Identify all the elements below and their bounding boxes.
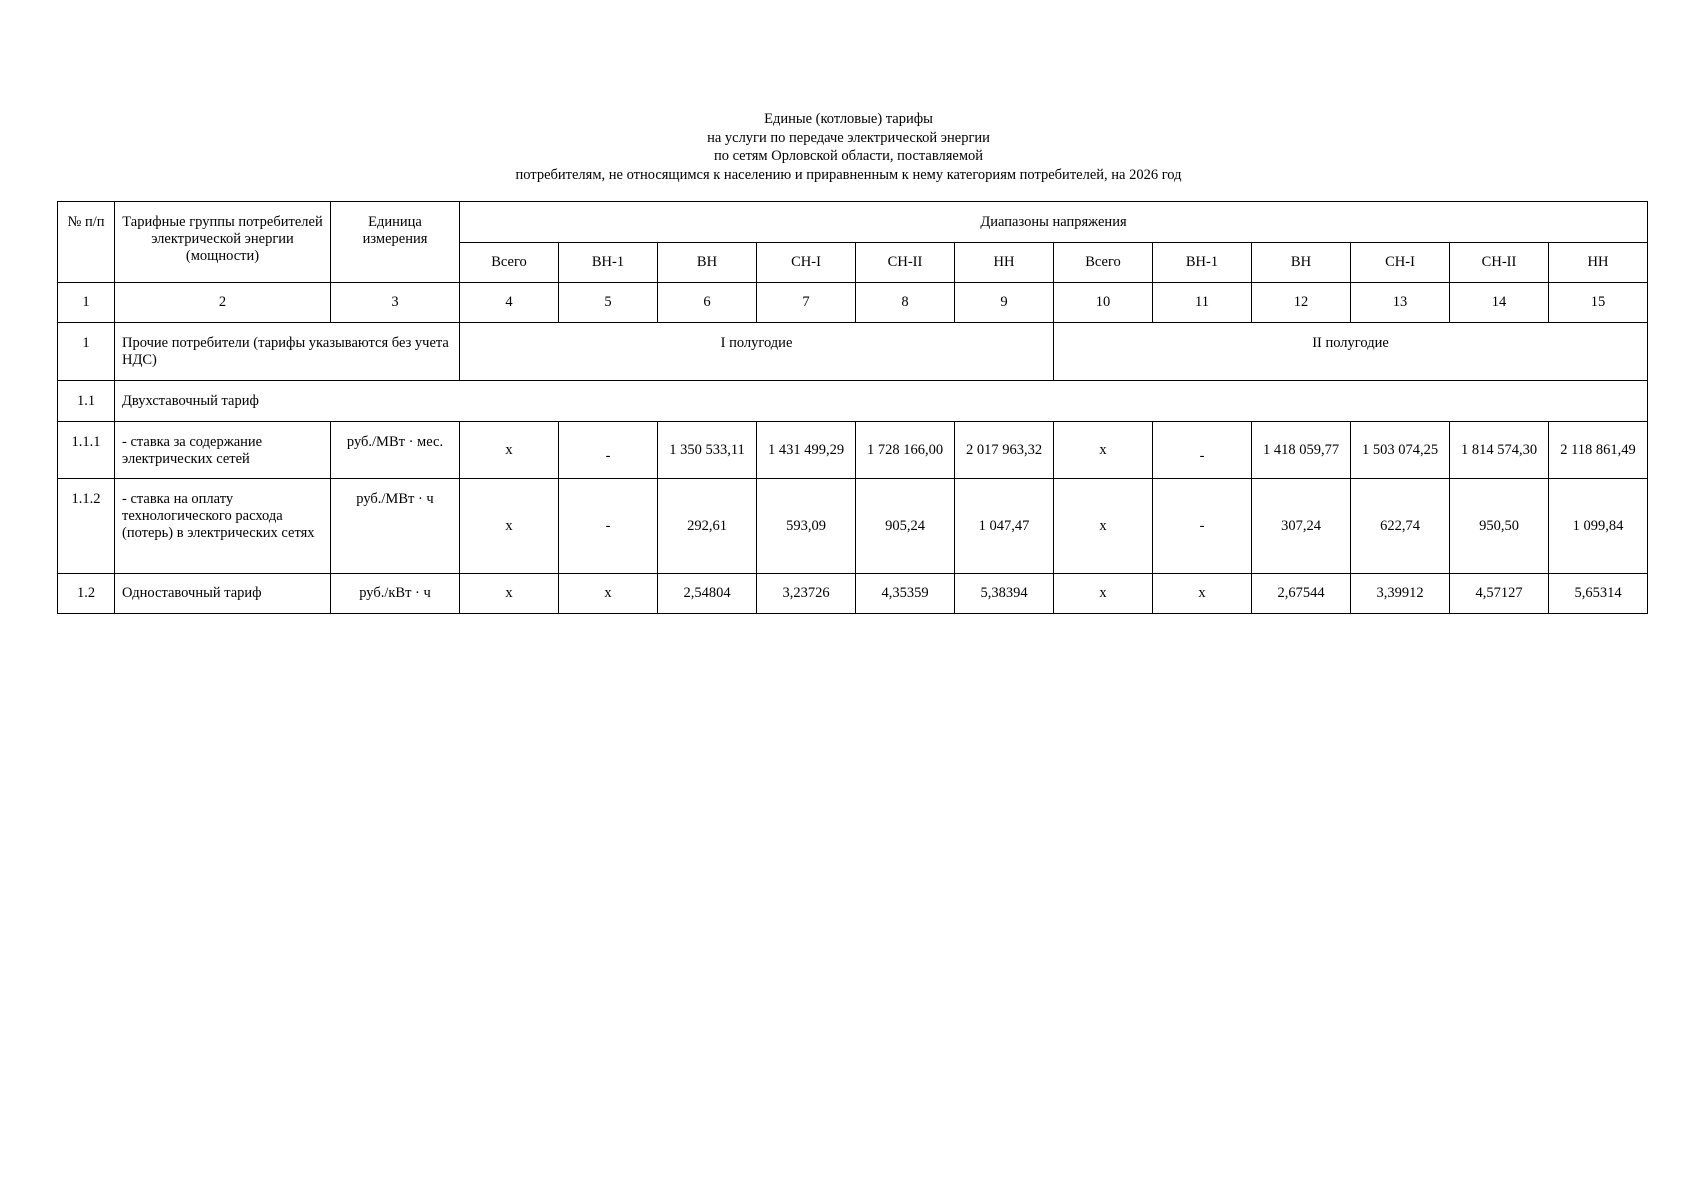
col-number: 3 — [331, 283, 460, 323]
row-num: 1.1.2 — [58, 479, 115, 574]
header-voltage-col: Всего — [460, 243, 559, 283]
row-value: 1 350 533,11 — [658, 422, 757, 479]
document-title — [0, 110, 1697, 184]
col-number: 11 — [1153, 283, 1252, 323]
row-value: 1 431 499,29 — [757, 422, 856, 479]
row-unit: руб./МВт · мес. — [331, 422, 460, 479]
col-number: 15 — [1549, 283, 1648, 323]
header-voltage-col: СН-I — [1351, 243, 1450, 283]
tariff-table — [57, 201, 1648, 614]
row-unit: руб./кВт · ч — [331, 574, 460, 614]
row-value: - — [559, 479, 658, 574]
col-number: 5 — [559, 283, 658, 323]
header-voltage-col: ВН-1 — [1153, 243, 1252, 283]
col-number: 7 — [757, 283, 856, 323]
row-value: 1 728 166,00 — [856, 422, 955, 479]
row-name: - ставка за содержание электрических сетей — [115, 422, 331, 479]
row-value: 3,39912 — [1351, 574, 1450, 614]
row-value: 307,24 — [1252, 479, 1351, 574]
header-voltage-col: СН-II — [1450, 243, 1549, 283]
half-year-1: I полугодие — [460, 323, 1054, 381]
row-value: 1 814 574,30 — [1450, 422, 1549, 479]
col-number: 8 — [856, 283, 955, 323]
header-num: № п/п — [58, 202, 115, 283]
row-value: 1 418 059,77 — [1252, 422, 1351, 479]
table-row — [58, 574, 1648, 614]
subsection-num: 1.1 — [58, 381, 115, 422]
header-voltage-ranges: Диапазоны напряжения — [460, 202, 1648, 243]
section-row — [58, 323, 1648, 381]
title-line: Единые (котловые) тарифы — [764, 111, 933, 127]
row-value: 5,65314 — [1549, 574, 1648, 614]
subsection-name: Двухставочный тариф — [115, 381, 1648, 422]
row-value: 2,54804 — [658, 574, 757, 614]
col-number: 1 — [58, 283, 115, 323]
header-group: Тарифные группы потребителей электрической энергии (мощности) — [115, 202, 331, 283]
col-number: 13 — [1351, 283, 1450, 323]
row-value: 905,24 — [856, 479, 955, 574]
col-number: 12 — [1252, 283, 1351, 323]
row-value: х — [460, 479, 559, 574]
header-voltage-col: ВН-1 — [559, 243, 658, 283]
header-voltage-col: СН-II — [856, 243, 955, 283]
col-number: 10 — [1054, 283, 1153, 323]
section-num: 1 — [58, 323, 115, 381]
row-value: 1 503 074,25 — [1351, 422, 1450, 479]
row-name: Одноставочный тариф — [115, 574, 331, 614]
row-value: 4,35359 — [856, 574, 955, 614]
row-value: 950,50 — [1450, 479, 1549, 574]
col-number: 9 — [955, 283, 1054, 323]
header-unit: Единица измерения — [331, 202, 460, 283]
row-value: х — [460, 574, 559, 614]
row-value: - — [1153, 479, 1252, 574]
row-value: 292,61 — [658, 479, 757, 574]
header-voltage-col: НН — [1549, 243, 1648, 283]
header-voltage-col: ВН — [658, 243, 757, 283]
row-value: 593,09 — [757, 479, 856, 574]
row-value: 1 047,47 — [955, 479, 1054, 574]
row-value: х — [559, 574, 658, 614]
header-row-main — [58, 202, 1648, 243]
header-voltage-col: ВН — [1252, 243, 1351, 283]
row-value: 2 118 861,49 — [1549, 422, 1648, 479]
row-value: 2 017 963,32 — [955, 422, 1054, 479]
row-value: 1 099,84 — [1549, 479, 1648, 574]
col-number: 14 — [1450, 283, 1549, 323]
row-value: 622,74 — [1351, 479, 1450, 574]
subsection-row — [58, 381, 1648, 422]
title-line: по сетям Орловской области, поставляемой — [713, 148, 984, 164]
title-line: на услуги по передаче электрической энергии — [707, 129, 990, 146]
row-num: 1.1.1 — [58, 422, 115, 479]
row-num: 1.2 — [58, 574, 115, 614]
row-value: - — [559, 422, 658, 479]
row-value: - — [1153, 422, 1252, 479]
col-number: 4 — [460, 283, 559, 323]
table-row — [58, 422, 1648, 479]
row-value: х — [460, 422, 559, 479]
row-value: х — [1054, 574, 1153, 614]
row-value: х — [1054, 479, 1153, 574]
header-row-col-numbers — [58, 283, 1648, 323]
row-value: 5,38394 — [955, 574, 1054, 614]
col-number: 2 — [115, 283, 331, 323]
table-row — [58, 479, 1648, 574]
half-year-2: II полугодие — [1054, 323, 1648, 381]
row-unit: руб./МВт · ч — [331, 479, 460, 574]
row-value: х — [1153, 574, 1252, 614]
header-voltage-col: Всего — [1054, 243, 1153, 283]
section-name: Прочие потребители (тарифы указываются без учета НДС) — [115, 323, 460, 381]
header-voltage-col: СН-I — [757, 243, 856, 283]
row-value: х — [1054, 422, 1153, 479]
row-value: 3,23726 — [757, 574, 856, 614]
row-value: 4,57127 — [1450, 574, 1549, 614]
header-voltage-col: НН — [955, 243, 1054, 283]
title-line: потребителям, не относящимся к населению и приравненным к нему категориям потребителей, на 2026 год — [515, 166, 1182, 183]
row-name: - ставка на оплату технологического расхода (потерь) в электрических сетях — [115, 479, 331, 574]
col-number: 6 — [658, 283, 757, 323]
row-value: 2,67544 — [1252, 574, 1351, 614]
